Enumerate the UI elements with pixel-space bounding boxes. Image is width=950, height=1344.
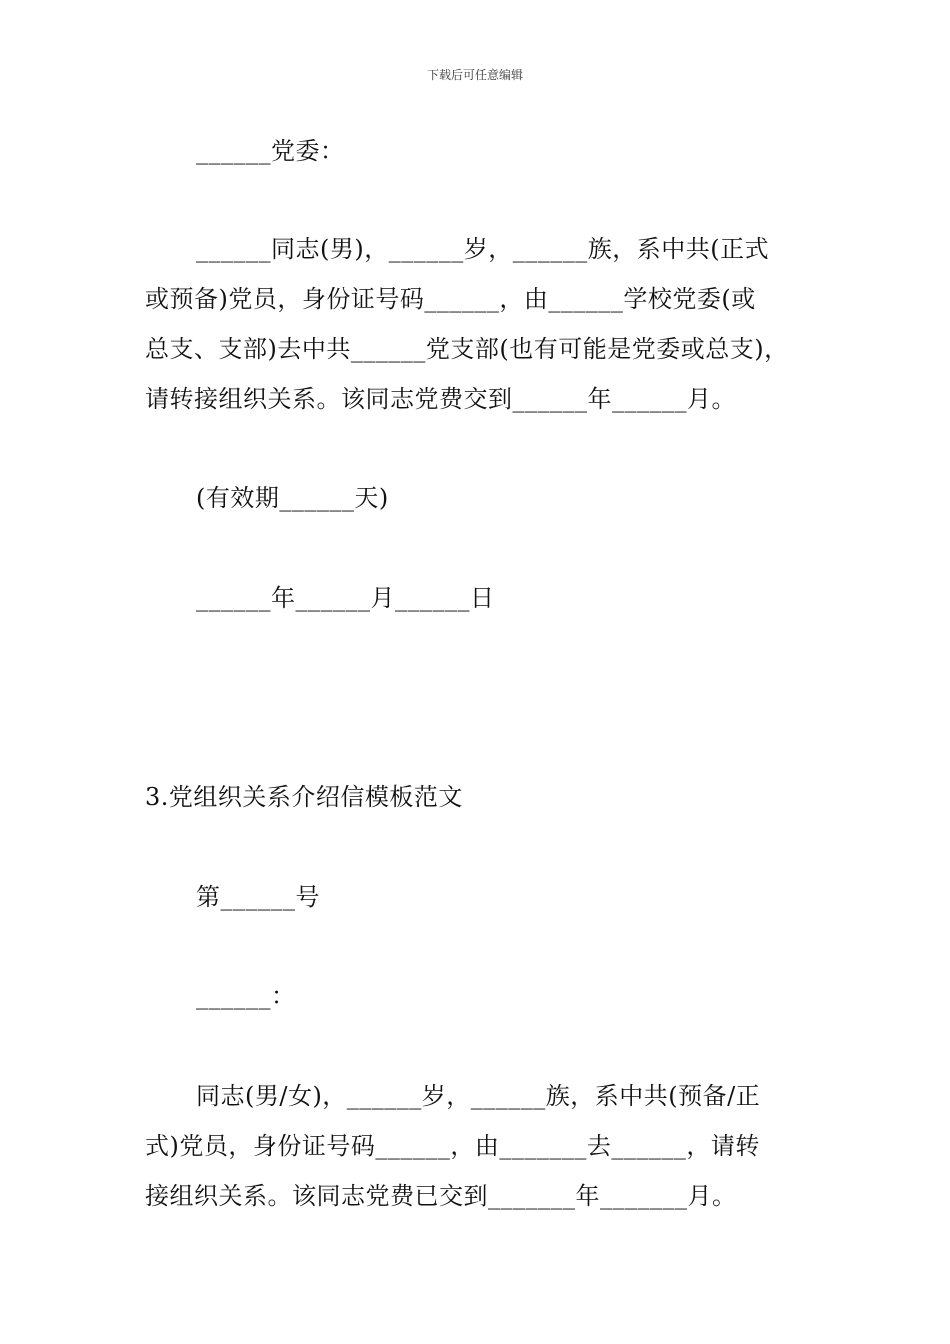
section3-body-line-2: 式)党员，身份证号码______，由_______去______，请转 (145, 1132, 760, 1160)
section3-body-line-1: 同志(男/女)，______岁，______族，系中共(预备/正 (196, 1082, 761, 1110)
section2-validity: (有效期______天) (196, 484, 389, 512)
section3-heading: 3.党组织关系介绍信模板范文 (145, 783, 463, 811)
section2-body-line-1: ______同志(男)，______岁，______族，系中共(正式 (196, 235, 770, 263)
section3-body (145, 1071, 815, 1221)
section3-body-line-3: 接组织关系。该同志党费已交到_______年_______月。 (145, 1182, 737, 1210)
page-header-note: 下载后可任意编辑 (426, 68, 523, 82)
section2-body (145, 224, 815, 424)
section2-date: ______年______月______日 (196, 584, 495, 612)
section3-addressee: ______： (196, 982, 296, 1010)
section2-addressee: ______党委： (196, 137, 345, 165)
section2-body-line-4: 请转接组织关系。该同志党费交到______年______月。 (145, 385, 736, 413)
section2-body-line-3: 总支、支部)去中共______党支部(也有可能是党委或总支)， (145, 335, 789, 363)
section3-number-line: 第______号 (196, 883, 320, 911)
section2-body-line-2: 或预备)党员，身份证号码______，由______学校党委(或 (145, 285, 756, 313)
